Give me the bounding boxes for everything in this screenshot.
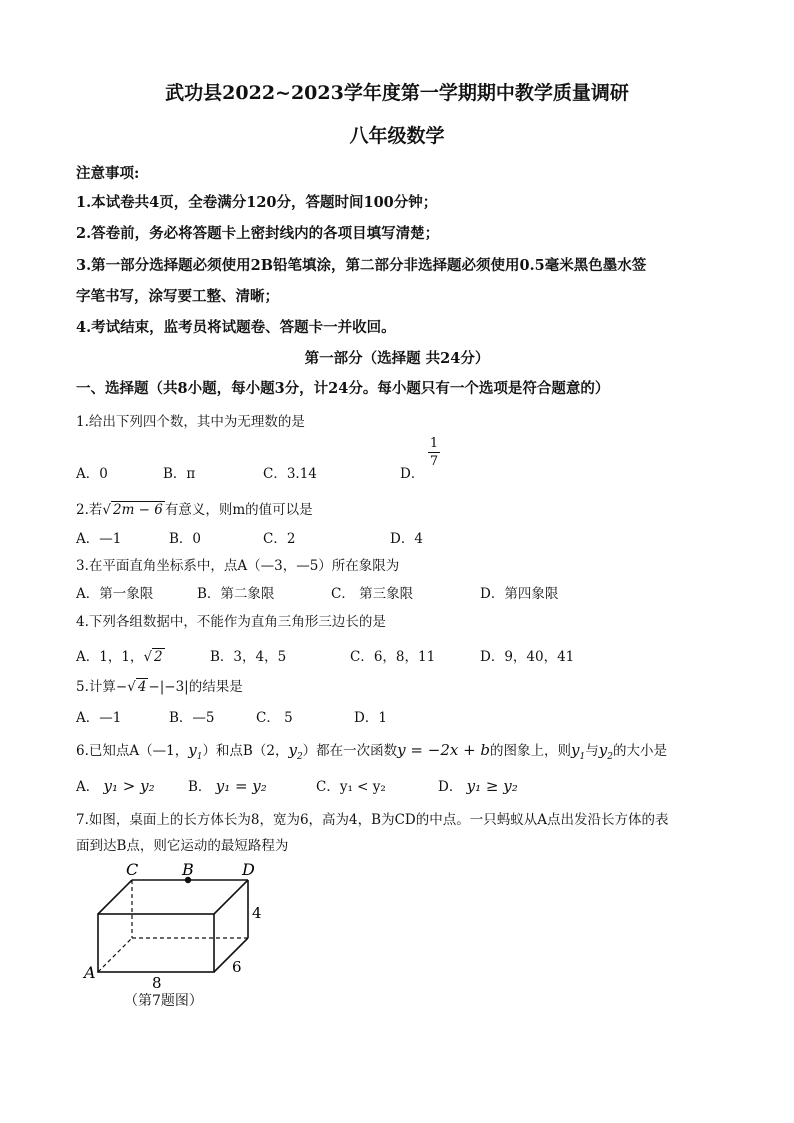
- option-c: C． 第三象限: [331, 586, 414, 602]
- var-y2: [288, 741, 303, 762]
- notice-item: 字笔书写，涂写要工整、清晰；: [76, 288, 279, 305]
- option-d: [400, 462, 424, 482]
- option-b: B．—5: [169, 710, 215, 726]
- subscript: 1: [196, 752, 203, 762]
- cuboid-figure: [80, 862, 280, 990]
- minus-sign: −: [115, 679, 128, 695]
- sqrt-expression: √ 4: [127, 679, 147, 695]
- page-subtitle: 八年级数学: [349, 125, 445, 147]
- stem-part: 与: [585, 743, 599, 759]
- stem-part: 5.计算: [76, 679, 116, 695]
- question-5-stem: [76, 675, 243, 695]
- option-d: D．9，40，41: [480, 649, 575, 665]
- front-face: [98, 914, 214, 972]
- option-c: C．6，8，11: [350, 649, 436, 665]
- option-a: A．0: [76, 466, 108, 482]
- question-2-stem: [76, 498, 313, 518]
- option-b: B．第二象限: [197, 586, 275, 602]
- option-b: [188, 775, 267, 795]
- sqrt-expression: √ 2: [143, 649, 163, 665]
- option-a: A．—1: [76, 710, 122, 726]
- stem-part: 6.已知点A（—1，: [76, 743, 189, 759]
- radicand: 2: [154, 649, 163, 665]
- option-d-expr: y₁ ≥ y₂: [466, 777, 518, 795]
- option-d-label: D．: [438, 779, 463, 795]
- stem-part: ）都在一次函数: [302, 743, 398, 759]
- sqrt-expression: √ 2m − 6: [102, 502, 163, 518]
- option-a: [76, 645, 165, 665]
- notice-item: 4.考试结束，监考员将试题卷、答题卡一并收回。: [76, 319, 396, 336]
- edge-bottom-right: [214, 938, 248, 972]
- stem-part: ）和点B（2，: [202, 743, 289, 759]
- notice-item: 3.第一部分选择题必须使用2B铅笔填涂，第二部分非选择题必须使用0.5毫米黑色墨水签: [76, 257, 647, 274]
- var-y2: [598, 741, 613, 762]
- notice-heading: 注意事项:: [76, 165, 140, 182]
- option-a: [76, 775, 155, 795]
- notice-item: 2.答卷前，务必将答题卡上密封线内的各项目填写清楚；: [76, 225, 440, 242]
- label-d: D: [242, 862, 255, 879]
- option-d-label: D．: [400, 466, 425, 482]
- option-c: C．y₁ < y₂: [316, 779, 386, 795]
- section-heading: 一、选择题（共8小题，每小题3分，计24分。每小题只有一个选项是符合题意的）: [76, 380, 610, 397]
- subscript: 1: [579, 752, 586, 762]
- option-a: A．—1: [76, 531, 122, 547]
- question-7-line-2: 面到达B点，则它运动的最短路程为: [76, 838, 289, 854]
- question-7-line-1: 7.如图，桌面上的长方体长为8，宽为6，高为4，B为CD的中点。一只蚂蚁从A点出发沿长方体的表: [76, 812, 669, 828]
- hidden-edge-diagonal: [98, 938, 132, 972]
- stem-part: 有意义，则m的值可以是: [164, 502, 313, 518]
- subscript: 2: [296, 752, 303, 762]
- fraction-one-seventh: [428, 436, 440, 469]
- question-3-stem: 3.在平面直角坐标系中，点A（—3，—5）所在象限为: [76, 558, 400, 574]
- stem-part: 的大小是: [612, 743, 667, 759]
- var-y: y: [288, 741, 297, 759]
- option-a-label: A．: [76, 779, 100, 795]
- question-6-stem: [76, 739, 667, 762]
- var-y1: [571, 741, 586, 762]
- question-1-stem: 1.给出下列四个数，其中为无理数的是: [76, 414, 305, 430]
- option-c: C．3.14: [263, 466, 317, 482]
- part-title: 第一部分（选择题 共24分）: [304, 350, 490, 367]
- fraction-denominator: 7: [429, 454, 439, 469]
- figure-caption: （第7题图）: [124, 993, 203, 1009]
- var-y: y: [188, 741, 197, 759]
- abs-expression: −|−3|: [148, 679, 189, 695]
- fraction-numerator: 1: [429, 436, 439, 451]
- edge-top-right: [214, 880, 248, 914]
- option-b-expr: y₁ = y₂: [215, 777, 267, 795]
- option-d: D．4: [390, 531, 423, 547]
- label-width: 6: [232, 958, 242, 976]
- label-length: 8: [152, 974, 162, 990]
- option-d: D．1: [354, 710, 387, 726]
- option-d: D．第四象限: [480, 586, 559, 602]
- stem-part: 2.若: [76, 502, 103, 518]
- var-y: y: [571, 741, 580, 759]
- option-b: B．3，4，5: [210, 649, 287, 665]
- option-b-label: B．: [188, 779, 212, 795]
- question-4-stem: 4.下列各组数据中，不能作为直角三角形三边长的是: [76, 614, 386, 630]
- option-a-text: A．1，1，: [76, 649, 144, 665]
- radicand: 4: [137, 679, 147, 695]
- label-height: 4: [252, 904, 262, 922]
- label-c: C: [126, 862, 139, 879]
- option-a-expr: y₁ > y₂: [103, 777, 155, 795]
- label-b: B: [182, 862, 194, 879]
- option-a: A．第一象限: [76, 586, 154, 602]
- function-expression: y = −2x + b: [397, 741, 491, 759]
- edge-top-left: [98, 880, 132, 914]
- option-b: B．0: [169, 531, 202, 547]
- label-a: A: [84, 963, 96, 982]
- option-c: C． 5: [256, 710, 293, 726]
- option-d: [438, 775, 518, 795]
- option-b: B．π: [163, 466, 196, 482]
- option-c: C．2: [263, 531, 296, 547]
- stem-part: 的结果是: [188, 679, 243, 695]
- var-y1: [188, 741, 203, 762]
- stem-part: 的图象上，则: [490, 743, 572, 759]
- page-title: 武功县2022~2023学年度第一学期期中教学质量调研: [165, 82, 629, 104]
- var-y: y: [598, 741, 608, 759]
- subscript: 2: [607, 752, 613, 762]
- notice-item: 1.本试卷共4页，全卷满分120分，答题时间100分钟；: [76, 194, 438, 211]
- radicand: 2m − 6: [113, 502, 163, 518]
